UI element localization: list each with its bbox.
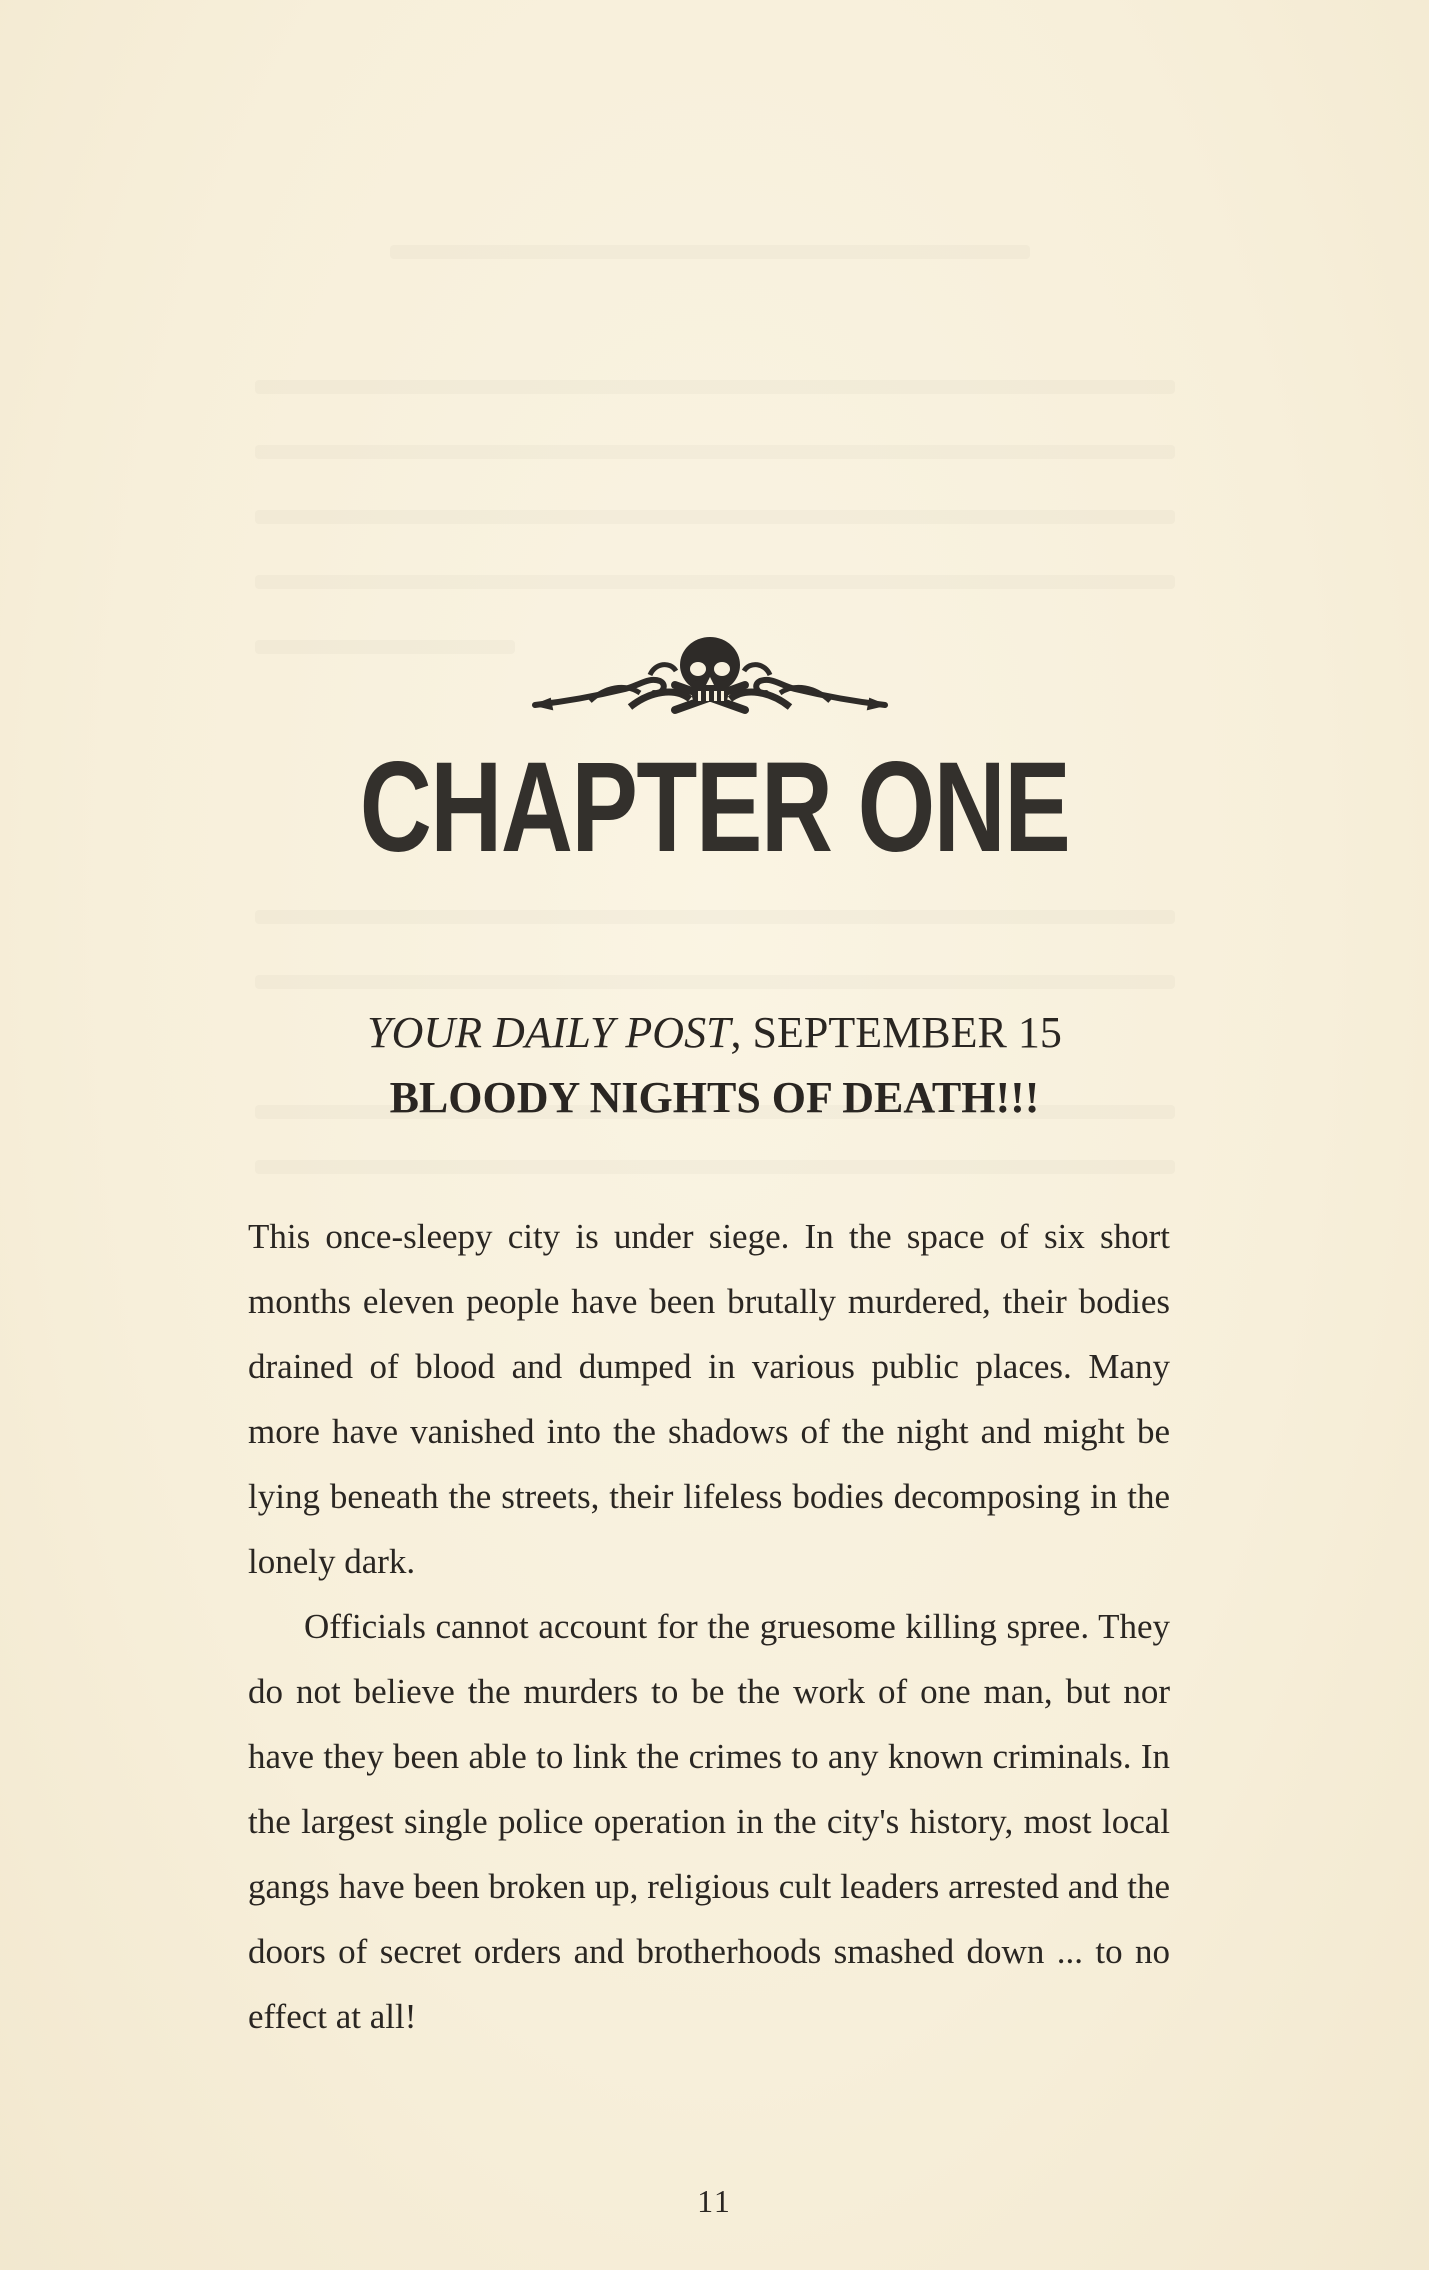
skull-and-scroll-ornament-icon [530, 625, 890, 735]
page-number: 11 [697, 2183, 732, 2219]
article-dateline [0, 1005, 1429, 1061]
article-body [248, 1204, 1170, 2049]
body-paragraph: This once-sleepy city is under siege. In the space of six short months eleven people have been brutally murdered, their bodies drained of blood and dumped in various public places. Many more have vanished into the shadows of the night and might be lying beneath the streets, their lifeless bodies decomposing in the lonely dark. [248, 1217, 1170, 1581]
article-date: , SEPTEMBER 15 [730, 1008, 1062, 1057]
bleed-through-line [390, 245, 1030, 259]
bleed-through-line [255, 640, 515, 654]
bleed-through-line [255, 510, 1175, 524]
bleed-through-line [255, 445, 1175, 459]
bleed-through-line [255, 575, 1175, 589]
article-headline: BLOODY NIGHTS OF DEATH!!! [389, 1073, 1040, 1122]
body-paragraph: Officials cannot account for the gruesome killing spree. They do not believe the murders to be the work of one man, but nor have they been able to link the crimes to any known criminals. In the largest single police operation in the city's history, most local gangs have been broken up, religious cult leaders arrested and the doors of secret orders and brotherhoods smashed down ... to no effect at all! [248, 1607, 1170, 2036]
bleed-through-line [255, 910, 1175, 924]
chapter-title: CHAPTER ONE [359, 736, 1070, 879]
publication-name: YOUR DAILY POST [367, 1008, 731, 1057]
bleed-through-line [255, 380, 1175, 394]
bleed-through-line [255, 1160, 1175, 1174]
bleed-through-line [255, 975, 1175, 989]
